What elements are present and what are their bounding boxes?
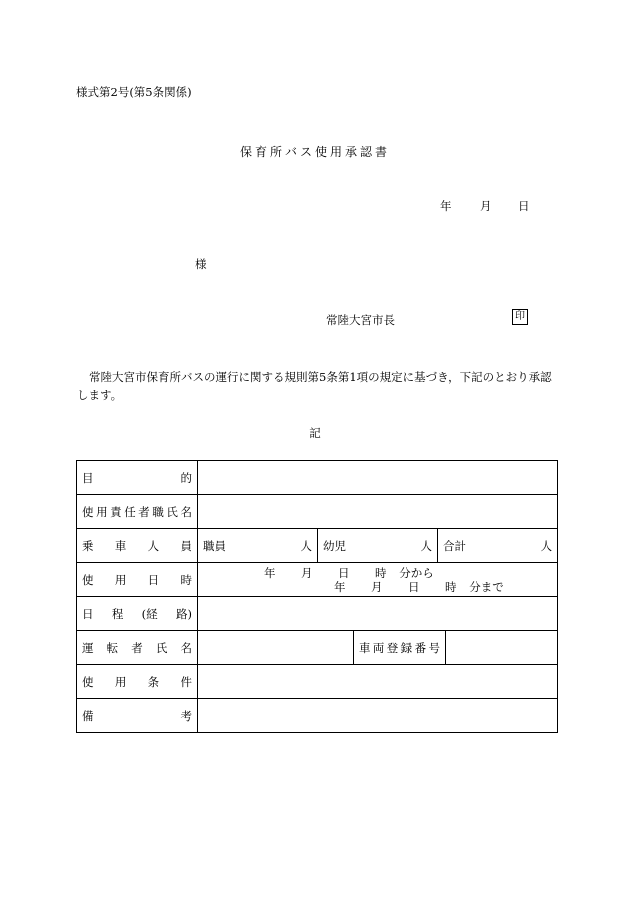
value-driver-name[interactable] <box>198 631 354 665</box>
datetime-from: 年 月 日 時 分から <box>264 565 434 580</box>
value-usage-datetime[interactable] <box>198 563 558 597</box>
seal-mark: 印 <box>512 309 528 325</box>
body-text: 常陸大宮市保育所バスの運行に関する規則第5条第1項の規定に基づき，下記のとおり承認します。 <box>77 370 552 402</box>
label-usage-datetime: 使 用 日 時 <box>77 563 198 597</box>
label-remarks: 備 考 <box>77 699 198 733</box>
date-year: 年 <box>440 199 452 213</box>
children-label: 幼児 <box>323 538 346 553</box>
total-label: 合計 <box>443 538 466 553</box>
date-month: 月 <box>480 199 492 213</box>
date-line <box>440 198 530 214</box>
cell-children-count[interactable] <box>318 529 438 563</box>
row-conditions <box>77 665 558 699</box>
value-vehicle-registration[interactable] <box>446 631 558 665</box>
label-purpose: 目 的 <box>77 461 198 495</box>
label-passengers: 乗 車 人 員 <box>77 529 198 563</box>
value-conditions[interactable] <box>198 665 558 699</box>
datetime-to: 年 月 日 時 分まで <box>334 579 504 594</box>
staff-label: 職員 <box>203 538 226 553</box>
label-user-responsible: 使 用 責 任 者 職 氏 名 <box>77 495 198 529</box>
value-purpose[interactable] <box>198 461 558 495</box>
addressee-suffix: 様 <box>195 257 207 271</box>
row-remarks <box>77 699 558 733</box>
row-passengers <box>77 529 558 563</box>
form-number: 様式第2号(第5条関係) <box>76 85 192 99</box>
row-purpose <box>77 461 558 495</box>
row-usage-datetime <box>77 563 558 597</box>
label-conditions: 使 用 条 件 <box>77 665 198 699</box>
value-itinerary[interactable] <box>198 597 558 631</box>
cell-total-count[interactable] <box>438 529 558 563</box>
issuer-name: 常陸大宮市長 <box>326 313 395 327</box>
label-driver-name: 運 転 者 氏 名 <box>77 631 198 665</box>
application-form-table <box>76 460 558 733</box>
value-user-responsible[interactable] <box>198 495 558 529</box>
row-user-responsible <box>77 495 558 529</box>
total-unit: 人 <box>540 538 553 553</box>
children-unit: 人 <box>420 538 432 553</box>
document-title: 保育所バス使用承認書 <box>239 145 390 159</box>
value-remarks[interactable] <box>198 699 558 733</box>
label-vehicle-registration: 車 両 登 録 番 号 <box>354 631 446 665</box>
row-driver <box>77 631 558 665</box>
label-itinerary: 日 程 (経 路) <box>77 597 198 631</box>
cell-staff-count[interactable] <box>198 529 318 563</box>
date-day: 日 <box>518 199 530 213</box>
ki-heading: 記 <box>309 426 321 440</box>
row-itinerary <box>77 597 558 631</box>
staff-unit: 人 <box>300 538 312 553</box>
